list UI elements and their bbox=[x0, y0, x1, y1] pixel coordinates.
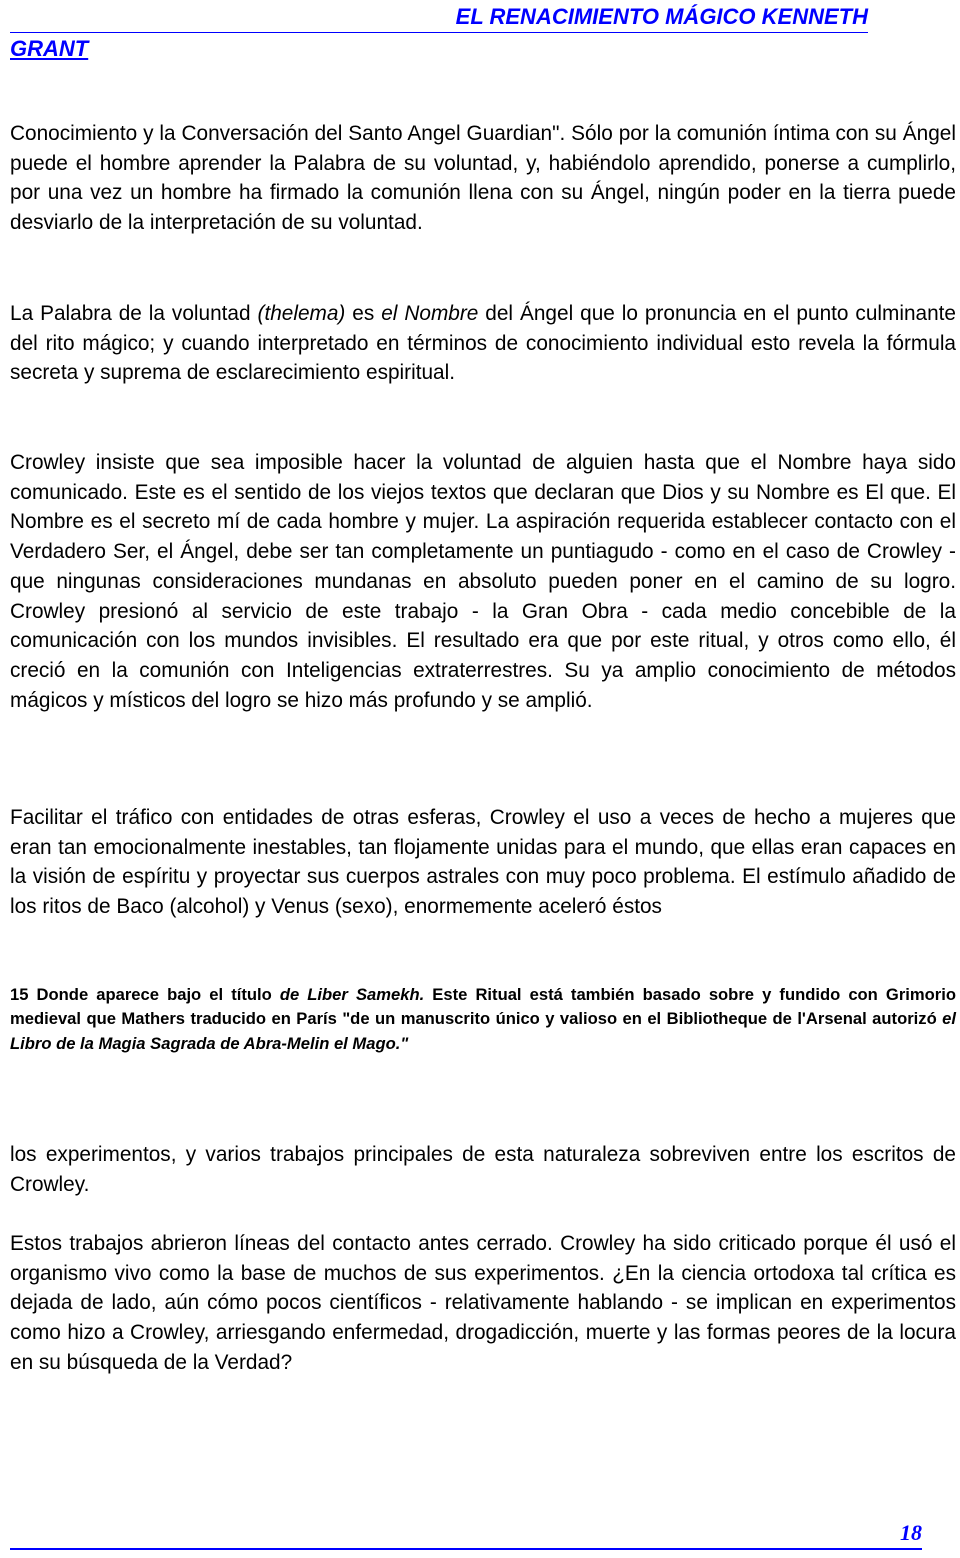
page-footer bbox=[10, 1518, 922, 1550]
footnote-text-c: Este Ritual está también basado sobre y fundido con Grimorio medieval que Mathers traducido en París "de un manuscrito único y valioso en el Bibliotheque de l'Arsenal autorizó bbox=[10, 985, 956, 1029]
paragraph-2-text-e: del Ángel que lo pronuncia en el punto culminante del rito mágico; y cuando interpretado en términos de conocimiento individual esto revela la fórmula secreta y suprema de esclarecimiento espiritual. bbox=[10, 302, 956, 385]
footnote-15 bbox=[10, 983, 956, 1056]
footnote-text-a: 15 Donde aparece bajo el título bbox=[10, 985, 280, 1004]
paragraph-6: Estos trabajos abrieron líneas del contacto antes cerrado. Crowley ha sido criticado porque él usó el organismo vivo como la base de muchos de sus experimentos. ¿En la ciencia ortodoxa tal crítica es dejada de lado, aún cómo pocos científicos - relativamente hablando - se implican en experimentos como hizo a Crowley, arriesgando enfermedad, drogadicción, muerte y las formas peores de la locura en su búsqueda de la Verdad? bbox=[10, 1232, 956, 1374]
paragraph-3: Crowley insiste que sea imposible hacer la voluntad de alguien hasta que el Nombre haya sido comunicado. Este es el sentido de los viejos textos que declaran que Dios y su Nombre es El que. El Nombre es el secreto mí de cada hombre y mujer. La aspiración requerida establecer contacto con el Verdadero Ser, el Ángel, debe ser tan completamente un puntiagudo - como en el caso de Crowley - que ningunas consideraciones mundanas en absoluto pueden poner en el camino de su logro. Crowley presionó al servicio de este trabajo - la Gran Obra - cada medio concebible de la comunicación con los mundos invisibles. El resultado era que por este ritual, y otros como ello, él creció en la comunión con Inteligencias extraterrestres. Su ya amplio conocimiento de métodos mágicos y místicos del logro se hizo más profundo y se amplió. bbox=[10, 451, 956, 712]
page-number: 18 bbox=[900, 1520, 922, 1545]
paragraph-2-text-c: es bbox=[345, 302, 382, 325]
paragraph-2-nombre: el Nombre bbox=[381, 302, 479, 325]
paragraph-5: los experimentos, y varios trabajos principales de esta naturaleza sobreviven entre los escritos de Crowley. bbox=[10, 1143, 956, 1196]
header-title-line2: GRANT bbox=[10, 36, 89, 61]
paragraph-2-text-a: La Palabra de la voluntad bbox=[10, 302, 258, 325]
footnote-book-title: el Libro de la Magia Sagrada de Abra-Melin el Mago." bbox=[10, 1009, 956, 1053]
paragraph-2-thelema: (thelema) bbox=[257, 302, 346, 325]
footnote-liber-samekh: de Liber Samekh. bbox=[279, 985, 425, 1004]
paragraph-2 bbox=[10, 299, 956, 388]
paragraph-1: Conocimiento y la Conversación del Santo Angel Guardian". Sólo por la comunión íntima con su Ángel puede el hombre aprender la Palabra de su voluntad, y, habiéndolo aprendido, ponerse a cumplirlo, por una vez un hombre ha firmado la comunión llena con su Ángel, ningún poder en la tierra puede desviarlo de la interpretación de su voluntad. bbox=[10, 122, 956, 235]
header-title-line1: EL RENACIMIENTO MÁGICO KENNETH bbox=[10, 2, 868, 33]
paragraph-4: Facilitar el tráfico con entidades de otras esferas, Crowley el uso a veces de hecho a mujeres que eran tan emocionalmente inestables, tan flojamente unidas para el mundo, que ellas eran capaces en la visión de espíritu y proyectar sus cuerpos astrales con muy poco problema. El estímulo añadido de los ritos de Baco (alcohol) y Venus (sexo), enormemente aceleró éstos bbox=[10, 806, 956, 919]
running-header bbox=[10, 2, 868, 64]
